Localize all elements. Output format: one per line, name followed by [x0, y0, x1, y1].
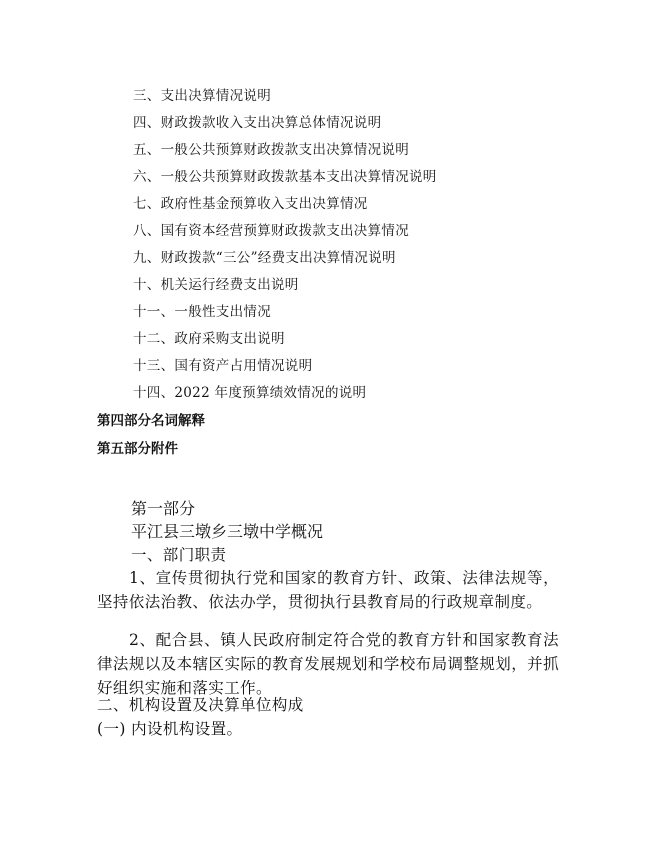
part-one-label: 第一部分	[131, 499, 196, 518]
subheading-organization: 二、机构设置及决算单位构成	[97, 696, 304, 714]
subheading-department-duties: 一、部门职责	[131, 546, 227, 564]
toc-part-5-heading: 第五部分附件	[97, 441, 178, 457]
toc-item-13: 十三、国有资产占用情况说明	[133, 358, 313, 374]
toc-item-9: 九、财政拨款“三公”经费支出决算情况说明	[133, 250, 396, 266]
toc-item-3: 三、支出决算情况说明	[133, 88, 271, 104]
toc-item-6: 六、一般公共预算财政拨款基本支出决算情况说明	[133, 169, 437, 185]
toc-item-10: 十、机关运行经费支出说明	[133, 277, 299, 293]
paragraph-duty-2: 2、配合县、镇人民政府制定符合党的教育方针和国家教育法律法规以及本辖区实际的教育发展规划和学校布局调整规划，并抓好组织实施和落实工作。	[97, 631, 559, 697]
toc-item-12: 十二、政府采购支出说明	[133, 331, 285, 347]
toc-part-4-heading: 第四部分名词解释	[97, 413, 205, 429]
paragraph-duty-1: 1、宣传贯彻执行党和国家的教育方针、政策、法律法规等，坚持依法治教、依法办学，贯彻执行县教育局的行政规章制度。	[97, 569, 559, 611]
toc-item-11: 十一、一般性支出情况	[133, 304, 271, 320]
toc-item-5: 五、一般公共预算财政拨款支出决算情况说明	[133, 142, 409, 158]
section-title: 平江县三墩乡三墩中学概况	[131, 522, 324, 541]
toc-item-8: 八、国有资本经营预算财政拨款支出决算情况	[133, 223, 409, 239]
toc-item-4: 四、财政拨款收入支出决算总体情况说明	[133, 115, 382, 131]
subheading-internal-structure: (一) 内设机构设置。	[97, 720, 243, 738]
toc-item-7: 七、政府性基金预算收入支出决算情况	[133, 196, 368, 212]
toc-item-14: 十四、2022 年度预算绩效情况的说明	[133, 385, 367, 401]
